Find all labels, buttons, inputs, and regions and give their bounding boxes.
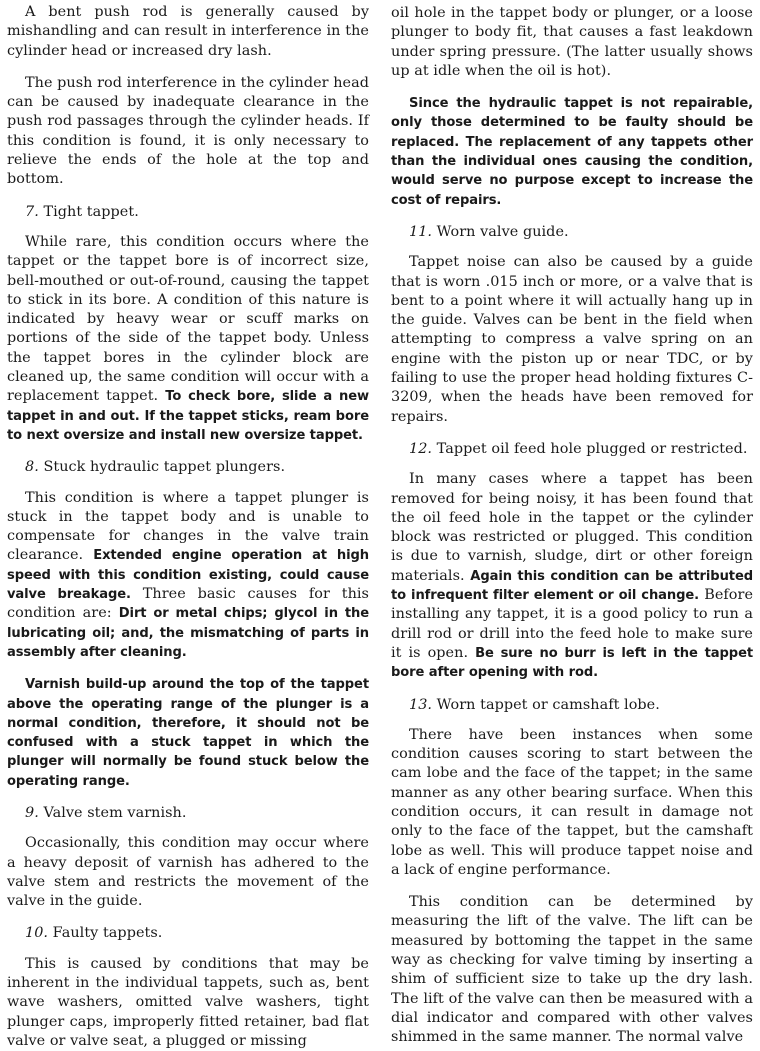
right-column <box>391 4 754 1046</box>
heading-number: 10. <box>25 925 49 942</box>
paragraph-worn-lobe: There have been instances when some condition causes scoring to start between the cam lobe and the face of the tappet; in the same manner as any other bearing surface. When this condition occurs, it can result in damage not only to the face of the tappet, but the camshaft lobe as well. This will produce tappet noise and a lack of engine performance. <box>391 726 753 878</box>
heading-tight-tappet <box>7 203 369 222</box>
heading-number: 11. <box>409 223 433 240</box>
heading-text: Faulty tappets. <box>52 925 163 942</box>
heading-text: Tappet oil feed hole plugged or restricted. <box>436 440 748 457</box>
bold-instruction: To check bore, slide a new tappet in and out. If the tappet sticks, ream bore to next oversize and install new oversize tappet. <box>7 389 369 443</box>
heading-worn-valve-guide <box>391 223 753 242</box>
paragraph-oil-feed-hole <box>391 470 753 682</box>
paragraph-faulty-tappets-continued: oil hole in the tappet body or plunger, or a loose plunger to body fit, that causes a fast leakdown under spring pressure. (The latter usually shows up at idle when the oil is hot). <box>391 5 753 79</box>
bold-burr-warning: Be sure no burr is left in the tappet bore after opening with rod. <box>391 645 754 681</box>
paragraph-stuck-plungers <box>7 489 369 663</box>
paragraph-text: This condition is where a tappet plunger is stuck in the tappet body and is unable to compensate for changes in the valve train clearance. <box>7 489 369 564</box>
heading-oil-feed-hole <box>391 440 753 459</box>
paragraph-text: In many cases where a tappet has been removed for being noisy, it has been found that the oil feed hole in the tappet or the cylinder block was restricted or plugged. This condition is due to varnish, sludge, dirt or other foreign materials. <box>391 471 753 584</box>
bold-warning: Extended engine operation at high speed with this condition existing, could cause valve breakage. <box>7 548 369 603</box>
heading-text: Stuck hydraulic tappet plungers. <box>43 459 286 476</box>
heading-text: Worn tappet or camshaft lobe. <box>436 696 660 713</box>
heading-text: Worn valve guide. <box>436 223 569 240</box>
paragraph-text: Before installing any tappet, it is a good policy to run a drill rod or drill into the feed hole to make sure it is open. <box>391 587 754 661</box>
heading-text: Tight tappet. <box>43 203 139 220</box>
paragraph-valve-stem-varnish: Occasionally, this condition may occur where a heavy deposit of varnish has adhered to the valve stem and restricts the movement of the valve in the guide. <box>7 835 369 910</box>
paragraph-text: While rare, this condition occurs where the tappet or the tappet bore is of incorrect size, bell-mouthed or out-of-round, causing the tappet to stick in its bore. A condition of this nature is indicated by heavy wear or scuff marks on portions of the side of the tappet body. Unless the tappet bores in the cylinder block are cleaned up, the same condition will occur with a replacement tappet. <box>7 233 369 405</box>
paragraph-not-repairable: Since the hydraulic tappet is not repairable, only those determined to be faulty should be replaced. The replacement of any tappets other than the individual ones causing the condition, would serve no purpose except to increase the cost of repairs. <box>391 96 753 208</box>
heading-number: 13. <box>409 696 433 713</box>
heading-number: 7. <box>25 203 39 220</box>
paragraph-worn-valve-guide: Tappet noise can also be caused by a guide that is worn .015 inch or more, or a valve that is bent to a point where it will actually hang up in the guide. Valves can be bent in the field when attempting to compress a valve spring on an engine with the piston up or near TDC, or by failing to use the proper head holding fixtures C-3209, when the heads have been removed for repairs. <box>391 254 753 425</box>
paragraph-tight-tappet <box>7 233 369 445</box>
heading-valve-stem-varnish <box>7 804 369 823</box>
heading-number: 8. <box>25 459 39 476</box>
heading-number: 12. <box>409 440 433 457</box>
heading-text: Valve stem varnish. <box>43 804 187 821</box>
heading-faulty-tappets <box>7 924 369 943</box>
bold-causes: Dirt or metal chips; glycol in the lubricating oil; and, the mismatching of parts in assembly after cleaning. <box>7 606 369 660</box>
paragraph-push-rod-interference: The push rod interference in the cylinder head can be caused by inadequate clearance in the push rod passages through the cylinder heads. If this condition is found, it is only necessary to relieve the ends of the hole at the top and bottom. <box>7 74 370 188</box>
paragraph-varnish-buildup: Varnish build-up around the top of the tappet above the operating range of the plunger is a normal condition, therefore, it should not be confused with a stuck tappet in which the plunger will normally be found stuck below the operating range. <box>7 677 369 789</box>
paragraph-text: Three basic causes for this condition are: <box>7 586 369 622</box>
heading-number: 9. <box>25 804 39 821</box>
bold-attribution: Again this condition can be attributed to infrequent filter element or oil change. <box>391 568 754 604</box>
paragraph-bent-push-rod: A bent push rod is generally caused by mishandling and can result in interference in the cylinder head or increased dry lash. <box>7 4 369 59</box>
heading-stuck-plungers <box>7 458 369 477</box>
left-column <box>7 3 370 1049</box>
paragraph-faulty-tappets: This is caused by conditions that may be inherent in the individual tappets, such as, bent wave washers, omitted valve washers, tight plunger caps, improperly fitted retainer, bad flat valve or valve seat, a plugged or missing <box>7 955 369 1049</box>
paragraph-measuring-lift: This condition can be determined by measuring the lift of the valve. The lift can be measured by bottoming the tappet in the same way as checking for valve timing by inserting a shim of sufficient size to take up the dry lash. The lift of the valve can then be measured with a dial indicator and compared with other valves shimmed in the same manner. The normal valve <box>391 894 753 1046</box>
heading-worn-lobe <box>391 696 753 715</box>
